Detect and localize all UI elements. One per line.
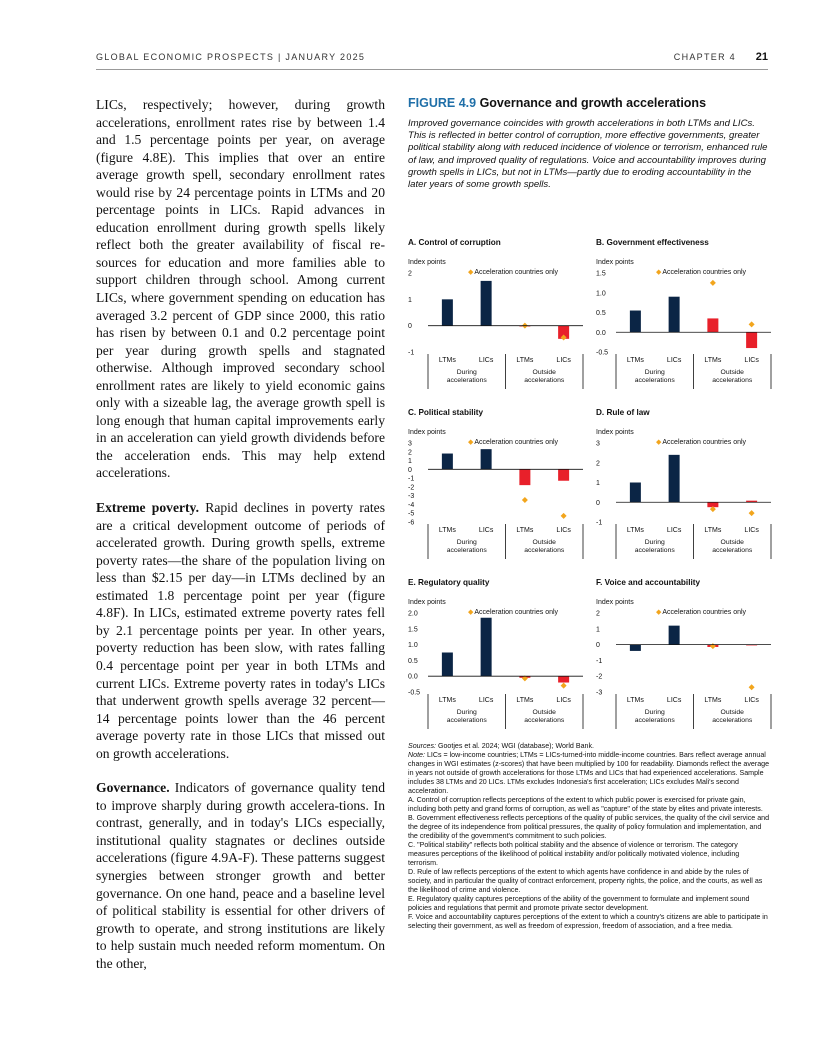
y-tick-label: 0.0 xyxy=(408,673,418,681)
running-header xyxy=(96,52,768,66)
y-tick-label: 2 xyxy=(408,270,412,278)
diamond-marker xyxy=(561,513,567,519)
note-b: B. Government effectiveness reflects perceptions of the quality of public services, the quality of the civil service and the degree of its independence from political pressures, the quality of policy formulation and implementation, and the credibility of the government's commitment to such policies. xyxy=(408,814,770,840)
chart-bar xyxy=(669,455,680,502)
header-chapter: CHAPTER 4 xyxy=(673,52,736,62)
paragraph-governance-heading: Governance. xyxy=(96,780,170,796)
y-tick-label: 2 xyxy=(596,610,600,618)
chart-title: F. Voice and accountability xyxy=(596,578,701,587)
y-tick-label: 2 xyxy=(408,449,412,457)
x-group-label: Outside xyxy=(532,709,556,716)
x-category-label: LICs xyxy=(556,527,571,534)
x-group-label: Outside xyxy=(532,369,556,376)
y-tick-label: 1 xyxy=(596,480,600,487)
x-category-label: LTMs xyxy=(438,697,456,704)
diamond-legend-icon: ◆ xyxy=(656,439,662,446)
x-category-label: LICs xyxy=(744,357,759,364)
y-tick-label: -0.5 xyxy=(596,349,609,357)
axis-unit-label: Index points xyxy=(408,599,446,606)
y-tick-label: 0.5 xyxy=(596,310,606,317)
legend-label: Acceleration countries only xyxy=(474,269,559,276)
axis-unit-label: Index points xyxy=(596,599,634,606)
x-group-label: accelerations xyxy=(446,717,487,724)
axis-unit-label: Index points xyxy=(596,259,634,266)
x-group-label: During xyxy=(644,369,665,376)
note-d: D. Rule of law reflects perceptions of the extent to which agents have confidence in and abide by the rules of society, and in particular the quality of contract enforcement, property rights, the police, and the courts, as well as the likelihood of crime and violence. xyxy=(408,868,763,894)
y-tick-label: 2.0 xyxy=(408,610,418,618)
y-tick-label: 0.5 xyxy=(408,657,418,665)
x-group-label: accelerations xyxy=(524,717,565,724)
paragraph-poverty-text: Rapid declines in poverty rates are a critical development outcome of periods of accelerated growth. During growth spells, extreme poverty rates—the share of the population living on less than $2.15 per day—in LTMs declined by an estimated 1.8 percentage point per year (figure 4.8F). In LICs, estimated extreme poverty rates fell by 2.1 percentage points per year. In other years, poverty reduction has been slow, with rates falling 0.4 percentage point per year in both LTMs and current LICs. Extreme poverty rates in today's LICs that underwent growth spells average 32 percent—14 percentage points lower than the 46 percent average poverty rate in those LICs that missed out on growth accelerations. xyxy=(96,500,385,761)
x-group-label: Outside xyxy=(720,539,744,546)
figure-subtitle: Improved governance coincides with growth accelerations in both LTMs and LICs. This is reflected in better control of corruption, more effective governments, greater political stability along with reduced incidence of violence or terrorism, enhanced rule of law, and improved quality of regulations. Voice and accountability improves during growth spells in LICs, but not in LTMs—partly due to eroding accountability in the later years of some growth spells. xyxy=(408,118,768,191)
x-category-label: LTMs xyxy=(516,527,534,534)
diamond-marker xyxy=(749,510,755,516)
y-tick-label: -2 xyxy=(408,484,415,492)
chart-panel xyxy=(596,238,772,398)
header-publication: GLOBAL ECONOMIC PROSPECTS | JANUARY 2025 xyxy=(96,52,366,62)
x-category-label: LTMs xyxy=(626,527,644,534)
y-tick-label: 3 xyxy=(596,440,600,448)
note-e: E. Regulatory quality captures perceptions of the ability of the government to formulate and implement sound policies and regulations that permit and promote private sector development. xyxy=(408,895,750,912)
y-tick-label: 0 xyxy=(408,466,412,474)
note-f: F. Voice and accountability captures perceptions of the extent to which a country's citizens are able to participate in selecting their government, as well as freedom of expression, freedom of association, and a free media. xyxy=(408,913,768,930)
chart-bar xyxy=(481,618,492,676)
diamond-marker xyxy=(749,684,755,690)
y-tick-label: -3 xyxy=(596,689,603,697)
axis-unit-label: Index points xyxy=(596,429,634,436)
x-group-label: Outside xyxy=(532,539,556,546)
note-c: C. "Political stability" reflects both political stability and the absence of violence or terrorism. The category measures perceptions of the likelihood of political instability and/or politically motivated violence, including terrorism. xyxy=(408,841,740,867)
x-category-label: LICs xyxy=(744,697,759,704)
x-group-label: accelerations xyxy=(634,717,675,724)
chart-bar xyxy=(630,645,641,651)
figure-title-text: Governance and growth accelerations xyxy=(479,96,707,110)
chart-bar xyxy=(442,653,453,677)
diamond-legend-icon: ◆ xyxy=(468,439,474,446)
y-tick-label: -4 xyxy=(408,501,415,509)
figure-header xyxy=(408,96,770,191)
axis-unit-label: Index points xyxy=(408,259,446,266)
legend-label: Acceleration countries only xyxy=(474,609,559,616)
x-group-label: accelerations xyxy=(446,547,487,554)
y-tick-label: 1 xyxy=(408,458,412,466)
diamond-marker xyxy=(561,683,567,689)
diamond-marker xyxy=(749,321,755,327)
chart-legend xyxy=(656,268,746,276)
chart-panel xyxy=(596,408,772,568)
x-category-label: LTMs xyxy=(516,357,534,364)
y-tick-label: -5 xyxy=(408,510,415,518)
x-group-label: accelerations xyxy=(712,547,753,554)
y-tick-label: 0 xyxy=(596,499,600,507)
x-category-label: LTMs xyxy=(438,357,456,364)
y-tick-label: 1.0 xyxy=(408,642,418,650)
y-tick-label: -0.5 xyxy=(408,689,421,697)
sources-label: Sources: xyxy=(408,742,436,750)
chart-bar xyxy=(481,449,492,469)
diamond-marker xyxy=(710,280,716,286)
chart-bar xyxy=(746,332,757,348)
chart-bar xyxy=(558,676,569,682)
chart-panel xyxy=(408,238,584,398)
x-group-label: Outside xyxy=(720,709,744,716)
y-tick-label: 2 xyxy=(596,460,600,468)
chart-bar xyxy=(669,297,680,333)
x-category-label: LICs xyxy=(478,697,494,704)
x-category-label: LICs xyxy=(556,697,571,704)
x-category-label: LTMs xyxy=(626,357,644,364)
note-line xyxy=(408,751,770,796)
chart-legend xyxy=(656,608,746,616)
chart-bar xyxy=(630,483,641,503)
x-group-label: During xyxy=(456,709,477,716)
chart-title: D. Rule of law xyxy=(596,408,650,417)
y-tick-label: -1 xyxy=(408,349,415,357)
chart-bar xyxy=(630,311,641,333)
y-tick-label: -1 xyxy=(408,475,415,483)
x-category-label: LICs xyxy=(556,357,571,364)
legend-label: Acceleration countries only xyxy=(662,439,747,446)
y-tick-label: 0 xyxy=(408,323,412,331)
x-category-label: LICs xyxy=(666,357,682,364)
x-group-label: accelerations xyxy=(446,377,487,384)
body-text-column xyxy=(96,96,385,989)
x-group-label: During xyxy=(456,539,477,546)
x-category-label: LTMs xyxy=(704,697,722,704)
x-category-label: LTMs xyxy=(626,697,644,704)
chart-panel xyxy=(596,578,772,738)
chart-bar xyxy=(707,318,718,332)
x-group-label: accelerations xyxy=(634,547,675,554)
paragraph-education: LICs, respectively; however, during growth accelerations, enrollment rates rise by between 1.4 and 1.5 percentage points per year, on average (figure 4.8E). This implies that over an entire average growth spell, secondary enrollment rates would rise by 24 percentage points in LTMs and 20 percentage points in LICs. Rapid advances in education enrollment during growth spells likely reflect both the greater availability of fiscal re-sources for education and more families able to support children through school. Among current LICs, where government spending on education has averaged 3.2 percent of GDP since 2000, this ratio has risen by between 0.1 and 0.2 percentage point per year during growth spells and stagnated otherwise. Although improved secondary school enrollment rates are likely to yield economic gains only with a sizeable lag, the average growth spell is long enough that human capital improvements early in an acceleration can yield growth dividends before the acceleration ends. This may help extend accelerations. xyxy=(96,97,385,481)
sources-text: Gootjes et al. 2024; WGI (database); World Bank. xyxy=(436,742,594,750)
y-tick-label: 1.5 xyxy=(596,270,606,278)
paragraph-governance-text: Indicators of governance quality tend to improve sharply during growth accelera-tions. In contrast, generally, and in today's LICs especially, institutional quality stagnates or declines outside accelerations (figure 4.9A-F). These patterns suggest synergies between stronger growth and better governance. On one hand, peace and a baseline level of political stability is essential for other drivers of growth to operate, and strong institutions are likely to help sustain much needed reform momentum. On the other, xyxy=(96,780,385,971)
y-tick-label: 0.0 xyxy=(596,329,606,337)
chart-title: E. Regulatory quality xyxy=(408,578,490,587)
y-tick-label: -3 xyxy=(408,493,415,501)
chart-title: C. Political stability xyxy=(408,408,484,417)
header-rule xyxy=(96,69,768,70)
chart-title: A. Control of corruption xyxy=(408,238,501,247)
x-group-label: accelerations xyxy=(712,377,753,384)
x-category-label: LTMs xyxy=(438,527,456,534)
note-label: Note: xyxy=(408,751,425,759)
page-number: 21 xyxy=(755,51,768,63)
y-tick-label: -2 xyxy=(596,673,603,681)
chart-legend xyxy=(468,608,558,616)
y-tick-label: 3 xyxy=(408,440,412,448)
chart-legend xyxy=(468,438,558,446)
x-group-label: Outside xyxy=(720,369,744,376)
diamond-legend-icon: ◆ xyxy=(656,269,662,276)
x-category-label: LICs xyxy=(744,527,759,534)
diamond-legend-icon: ◆ xyxy=(468,609,474,616)
figure-title xyxy=(408,96,770,110)
x-group-label: accelerations xyxy=(524,547,565,554)
x-category-label: LTMs xyxy=(516,697,534,704)
x-category-label: LICs xyxy=(478,357,494,364)
legend-label: Acceleration countries only xyxy=(662,269,747,276)
chart-bar xyxy=(519,469,530,485)
x-group-label: accelerations xyxy=(712,717,753,724)
x-category-label: LICs xyxy=(666,527,682,534)
legend-label: Acceleration countries only xyxy=(662,609,747,616)
legend-label: Acceleration countries only xyxy=(474,439,559,446)
figure-number: FIGURE 4.9 xyxy=(408,96,477,110)
chart-bar xyxy=(442,454,453,470)
note-a: A. Control of corruption reflects perceptions of the extent to which public power is exercised for private gain, including both petty and grand forms of corruption, as well as "capture" of the state by elites and private interests. xyxy=(408,796,763,813)
x-group-label: During xyxy=(456,369,477,376)
y-tick-label: 1 xyxy=(596,626,600,634)
x-category-label: LTMs xyxy=(704,357,722,364)
chart-legend xyxy=(656,438,746,446)
x-group-label: accelerations xyxy=(634,377,675,384)
x-category-label: LTMs xyxy=(704,527,722,534)
chart-panel xyxy=(408,408,584,568)
diamond-marker xyxy=(710,643,716,649)
x-group-label: During xyxy=(644,709,665,716)
paragraph-poverty xyxy=(96,499,385,762)
diamond-marker xyxy=(522,497,528,503)
diamond-legend-icon: ◆ xyxy=(656,609,662,616)
x-category-label: LICs xyxy=(666,697,682,704)
chart-panel xyxy=(408,578,584,738)
y-tick-label: -1 xyxy=(596,519,603,527)
chart-bar xyxy=(558,469,569,480)
x-group-label: accelerations xyxy=(524,377,565,384)
sources-line xyxy=(408,742,770,751)
y-tick-label: 0 xyxy=(596,642,600,650)
chart-bar xyxy=(481,281,492,326)
y-tick-label: -1 xyxy=(596,657,603,665)
paragraph-governance xyxy=(96,779,385,972)
y-tick-label: -6 xyxy=(408,519,415,527)
axis-unit-label: Index points xyxy=(408,429,446,436)
chart-legend xyxy=(468,268,558,276)
diamond-legend-icon: ◆ xyxy=(468,269,474,276)
chart-bar xyxy=(669,626,680,645)
paragraph-poverty-heading: Extreme poverty. xyxy=(96,500,200,516)
note-text: LICs = low-income countries; LTMs = LICs-turned-into middle-income countries. Bars reflect average annual changes in WGI estimates (z-scores) that have been multiplied by 100 for readability. Diamonds reflect the average in years not outside of growth accelerations for those LTMs and LICs that had experienced accelerations. Sample includes 38 LTMs and 20 LICs. LTMs excludes Indonesia's first acceleration; LICs excludes Mali's second acceleration. xyxy=(408,751,770,795)
y-tick-label: 1 xyxy=(408,296,412,304)
chart-bar xyxy=(442,299,453,325)
x-category-label: LICs xyxy=(478,527,494,534)
y-tick-label: 1.5 xyxy=(408,626,418,634)
chart-title: B. Government effectiveness xyxy=(596,238,709,247)
x-group-label: During xyxy=(644,539,665,546)
y-tick-label: 1.0 xyxy=(596,290,606,298)
figure-notes xyxy=(408,742,770,931)
